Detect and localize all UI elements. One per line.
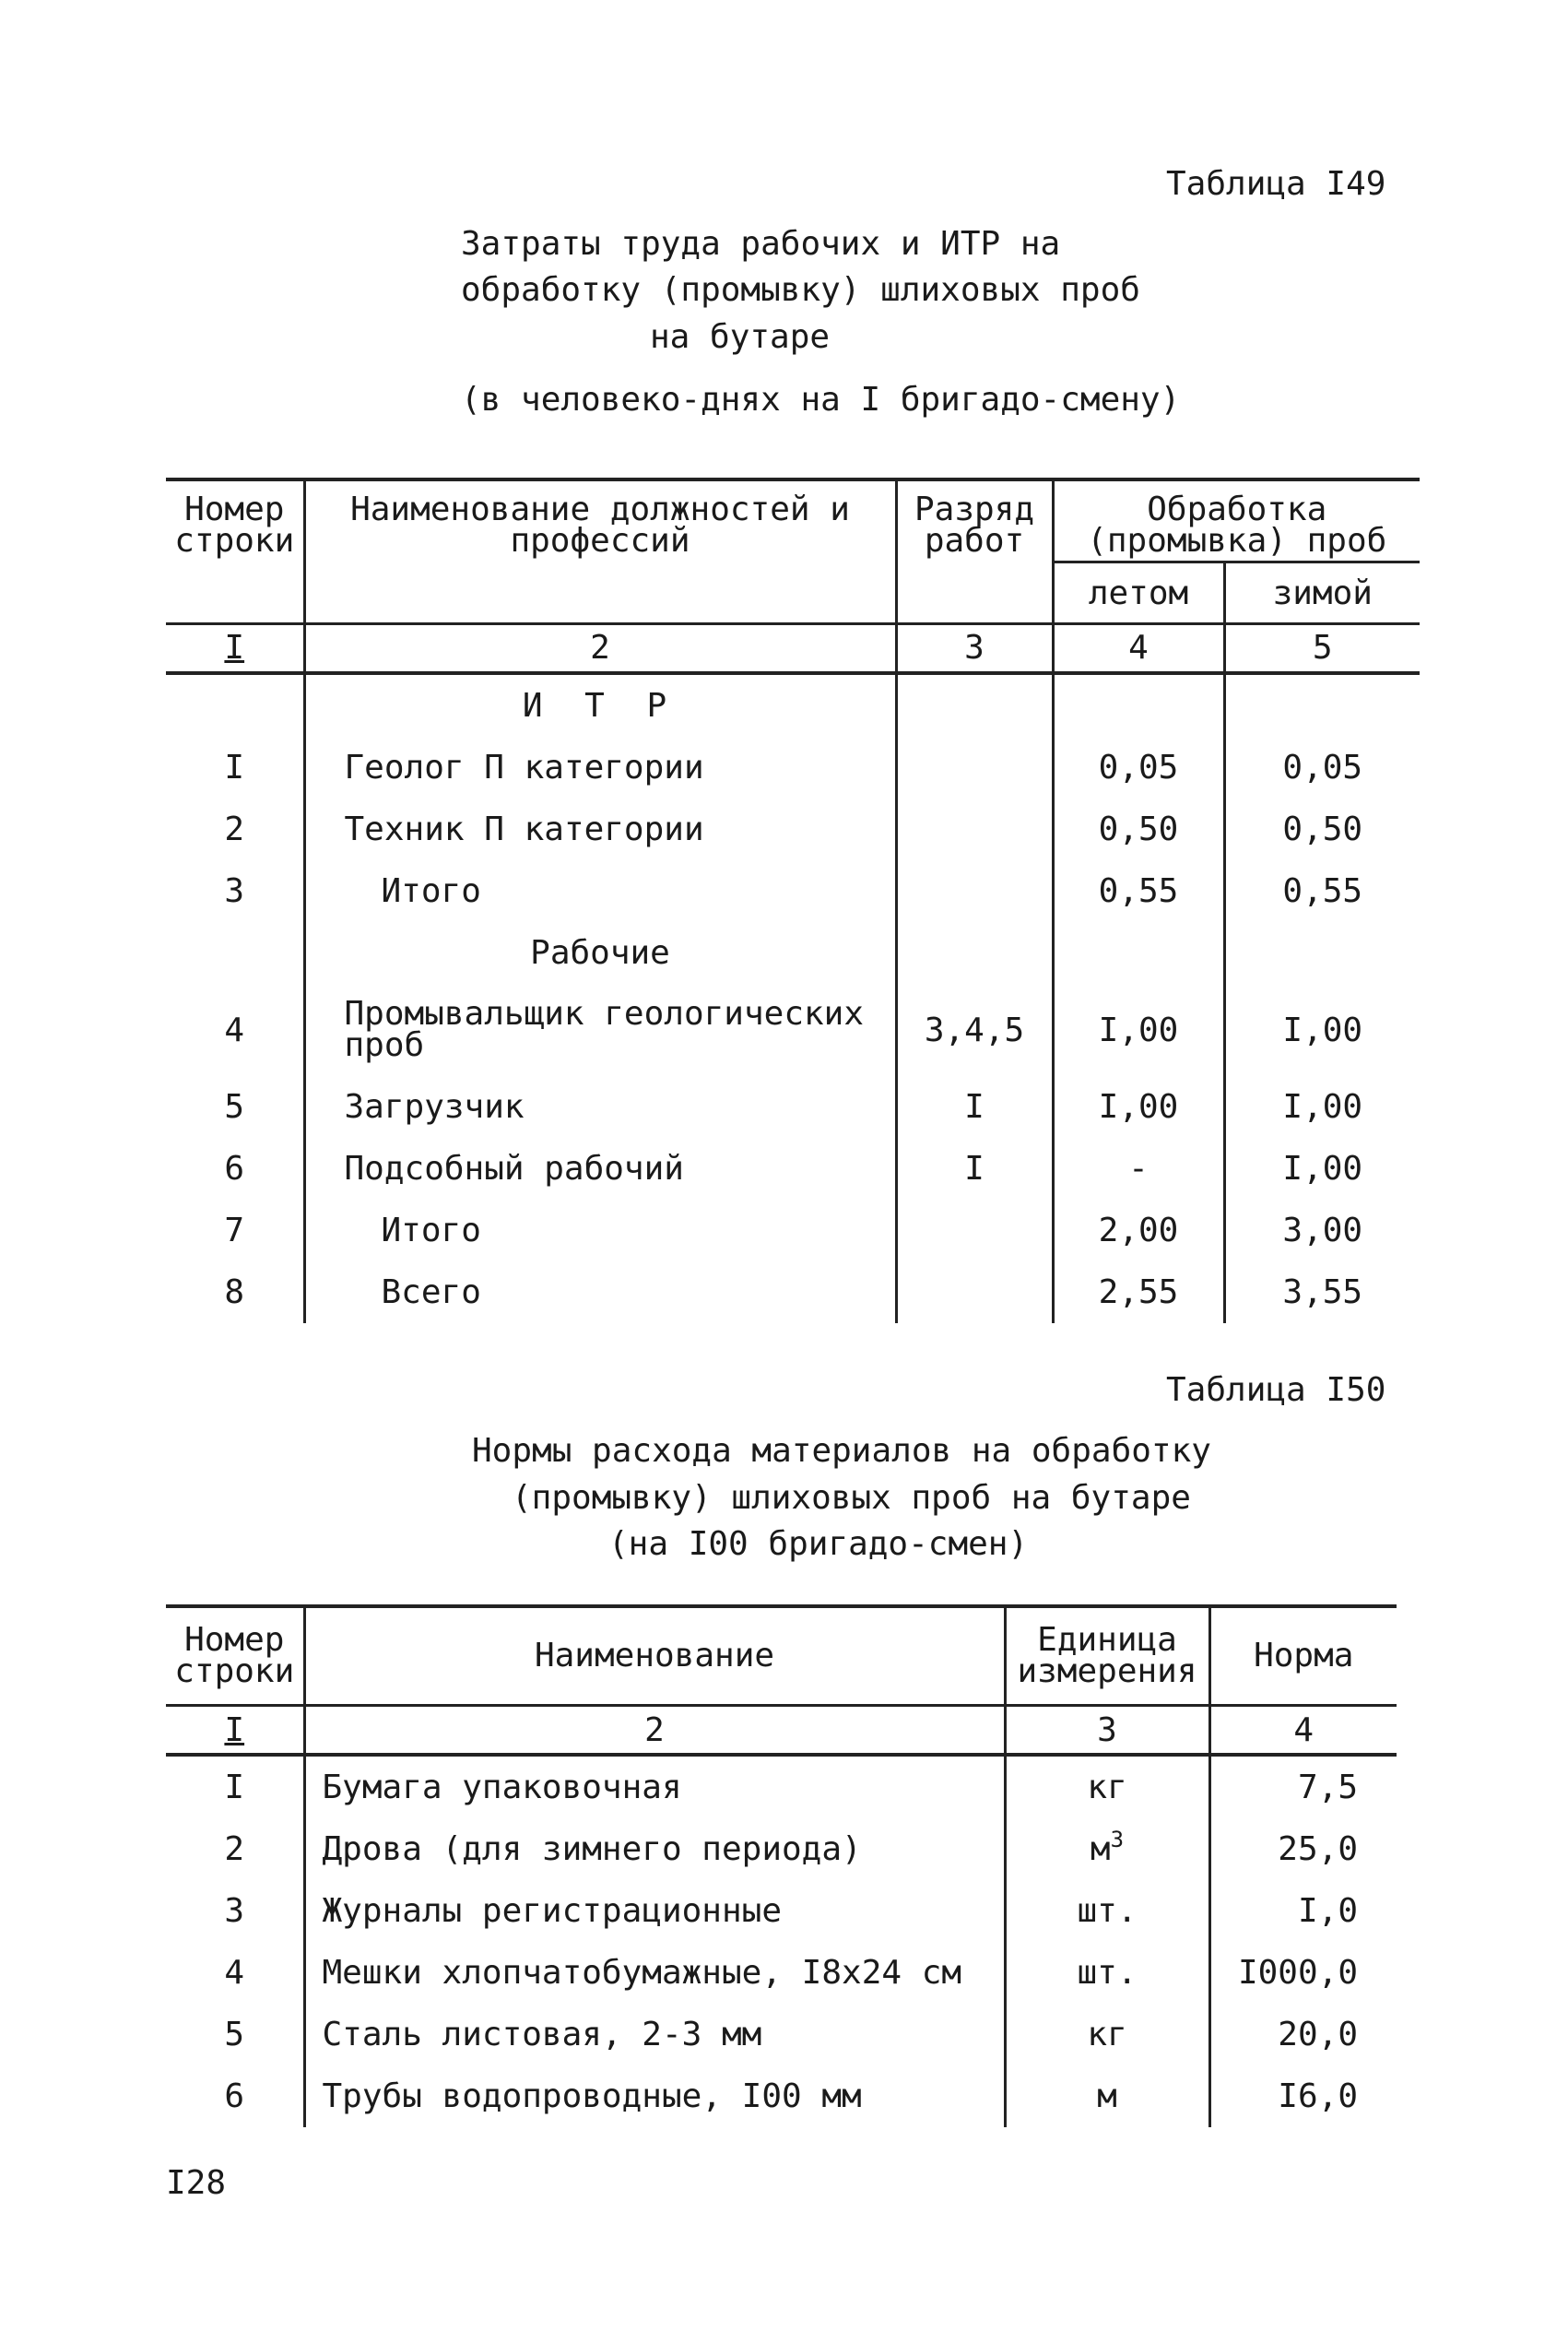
table-150-title-line-1: Нормы расхода материалов на обработку (472, 1432, 1211, 1470)
header-summer: летом (1053, 562, 1224, 624)
table-row: 4 Промывальщик геологических проб 3,4,5 I,00 I,00 (166, 984, 1420, 1076)
table-149-title-line-2: обработку (промывку) шлиховых проб (461, 271, 1140, 309)
table-row: 5 Загрузчик I I,00 I,00 (166, 1076, 1420, 1138)
section-row-itr (166, 673, 1420, 737)
table-row: 2 Дрова (для зимнего периода) $м^3$ 25,0 (166, 1818, 1397, 1880)
labor-cost-table (166, 478, 1420, 1323)
table-150-title-line-3: (на I00 бригадо-смен) (608, 1525, 1029, 1563)
section-row-workers (166, 922, 1420, 984)
table-row: 4 Мешки хлопчатобумажные, I8x24 см шт. I000,0 (166, 1942, 1397, 2004)
table-row: 3 Журналы регистрационные шт. I,0 (166, 1880, 1397, 1942)
table-row: 2 Техник П категории 0,50 0,50 (166, 799, 1420, 860)
header-row-number: Номер строки (166, 479, 304, 624)
table-row: I Геолог П категории 0,05 0,05 (166, 737, 1420, 799)
header-work-grade: Разряд работ (896, 479, 1053, 624)
page-number: I28 (166, 2164, 227, 2202)
table-150-label: Таблица I50 (1166, 1371, 1386, 1409)
table-row: 6 Подсобный рабочий I - I,00 (166, 1138, 1420, 1200)
table-row: 3 Итого 0,55 0,55 (166, 860, 1420, 922)
column-number-row: I 2 3 4 (166, 1706, 1397, 1756)
section-itr-label: И Т Р (304, 673, 896, 737)
table-row: 5 Сталь листовая, 2-3 мм кг 20,0 (166, 2004, 1397, 2065)
header-processing: Обработка (промывка) проб (1053, 479, 1420, 562)
header-row (166, 1606, 1397, 1706)
table-149-label: Таблица I49 (1166, 165, 1386, 203)
table-150-title-line-2: (промывку) шлиховых проб на бутаре (512, 1479, 1191, 1517)
table-149-unit: (в человеко-днях на I бригадо-смену) (461, 381, 1181, 419)
table-row: 6 Трубы водопроводные, I00 мм м I6,0 (166, 2065, 1397, 2127)
header-row-number: Номер строки (166, 1606, 304, 1706)
header-unit: Единица измерения (1005, 1606, 1209, 1706)
header-position-name: Наименование должностей и профессий (304, 479, 896, 624)
header-winter: зимой (1224, 562, 1420, 624)
table-149-title-line-1: Затраты труда рабочих и ИТР на (461, 225, 1061, 263)
section-workers-label: Рабочие (304, 922, 896, 984)
header-norm: Норма (1209, 1606, 1397, 1706)
material-norms-table (166, 1604, 1397, 2127)
header-name: Наименование (304, 1606, 1005, 1706)
table-row: 7 Итого 2,00 3,00 (166, 1200, 1420, 1261)
table-row: 8 Всего 2,55 3,55 (166, 1261, 1420, 1323)
column-number-row: I 2 3 4 5 (166, 624, 1420, 674)
table-149-title-line-3: на бутаре (650, 318, 831, 356)
table-row: I Бумага упаковочная кг 7,5 (166, 1755, 1397, 1818)
